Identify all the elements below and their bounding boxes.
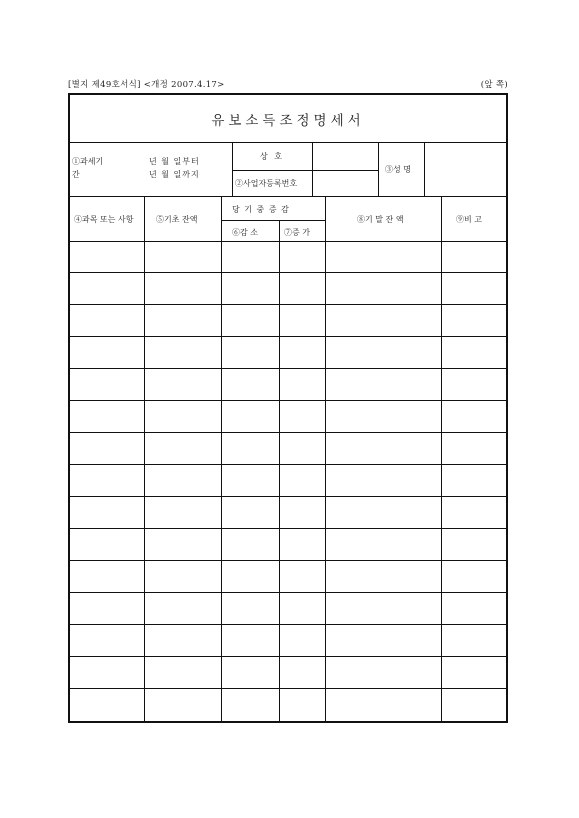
cell-remarks[interactable] bbox=[441, 369, 506, 400]
cell-increase[interactable] bbox=[279, 433, 325, 464]
cell-decrease[interactable] bbox=[221, 241, 279, 272]
column-change-group: 당 기 중 증 감 bbox=[232, 205, 290, 214]
cell-item[interactable] bbox=[70, 305, 144, 336]
company-name-field[interactable] bbox=[313, 144, 377, 169]
table-row bbox=[70, 337, 506, 369]
cell-increase[interactable] bbox=[279, 305, 325, 336]
cell-remarks[interactable] bbox=[441, 657, 506, 688]
column-item: ④과목 또는 사항 bbox=[74, 215, 134, 224]
business-registration-label: ②사업자등록번호 bbox=[235, 179, 298, 188]
cell-opening-balance[interactable] bbox=[144, 241, 221, 272]
tax-period-label-cont: 간 bbox=[72, 170, 80, 179]
cell-remarks[interactable] bbox=[441, 529, 506, 560]
cell-remarks[interactable] bbox=[441, 689, 506, 720]
cell-opening-balance[interactable] bbox=[144, 369, 221, 400]
cell-closing-balance[interactable] bbox=[325, 433, 441, 464]
table-row bbox=[70, 369, 506, 401]
table-row bbox=[70, 497, 506, 529]
cell-closing-balance[interactable] bbox=[325, 273, 441, 304]
name-field[interactable] bbox=[425, 144, 505, 195]
cell-remarks[interactable] bbox=[441, 433, 506, 464]
cell-decrease[interactable] bbox=[221, 273, 279, 304]
cell-decrease[interactable] bbox=[221, 337, 279, 368]
cell-item[interactable] bbox=[70, 241, 144, 272]
cell-closing-balance[interactable] bbox=[325, 241, 441, 272]
business-registration-field[interactable] bbox=[313, 171, 377, 195]
retained-income-adjustment-form bbox=[68, 93, 508, 723]
table-row bbox=[70, 689, 506, 721]
column-decrease: ⑥감 소 bbox=[232, 228, 258, 237]
table-row bbox=[70, 529, 506, 561]
cell-remarks[interactable] bbox=[441, 625, 506, 656]
table-row bbox=[70, 241, 506, 273]
cell-opening-balance[interactable] bbox=[144, 657, 221, 688]
table-row bbox=[70, 401, 506, 433]
cell-increase[interactable] bbox=[279, 401, 325, 432]
table-row bbox=[70, 273, 506, 305]
cell-closing-balance[interactable] bbox=[325, 465, 441, 496]
cell-item[interactable] bbox=[70, 465, 144, 496]
cell-closing-balance[interactable] bbox=[325, 401, 441, 432]
cell-decrease[interactable] bbox=[221, 369, 279, 400]
cell-item[interactable] bbox=[70, 657, 144, 688]
page-side-label: (앞 쪽) bbox=[480, 80, 508, 90]
cell-closing-balance[interactable] bbox=[325, 561, 441, 592]
cell-opening-balance[interactable] bbox=[144, 689, 221, 720]
table-row bbox=[70, 593, 506, 625]
cell-item[interactable] bbox=[70, 433, 144, 464]
cell-item[interactable] bbox=[70, 625, 144, 656]
cell-remarks[interactable] bbox=[441, 273, 506, 304]
cell-decrease[interactable] bbox=[221, 497, 279, 528]
cell-closing-balance[interactable] bbox=[325, 689, 441, 720]
cell-increase[interactable] bbox=[279, 529, 325, 560]
cell-opening-balance[interactable] bbox=[144, 273, 221, 304]
cell-increase[interactable] bbox=[279, 625, 325, 656]
cell-remarks[interactable] bbox=[441, 465, 506, 496]
table-row bbox=[70, 465, 506, 497]
cell-item[interactable] bbox=[70, 529, 144, 560]
cell-item[interactable] bbox=[70, 497, 144, 528]
table-row bbox=[70, 433, 506, 465]
cell-opening-balance[interactable] bbox=[144, 625, 221, 656]
cell-closing-balance[interactable] bbox=[325, 305, 441, 336]
cell-opening-balance[interactable] bbox=[144, 465, 221, 496]
period-to: 년 월 일까지 bbox=[149, 170, 200, 179]
table-row bbox=[70, 305, 506, 337]
column-closing-balance: ⑧기 말 잔 액 bbox=[357, 215, 404, 224]
cell-closing-balance[interactable] bbox=[325, 625, 441, 656]
cell-remarks[interactable] bbox=[441, 337, 506, 368]
cell-item[interactable] bbox=[70, 273, 144, 304]
cell-remarks[interactable] bbox=[441, 305, 506, 336]
cell-decrease[interactable] bbox=[221, 305, 279, 336]
cell-decrease[interactable] bbox=[221, 625, 279, 656]
cell-opening-balance[interactable] bbox=[144, 497, 221, 528]
period-from: 년 월 일부터 bbox=[149, 157, 200, 166]
cell-increase[interactable] bbox=[279, 593, 325, 624]
cell-opening-balance[interactable] bbox=[144, 401, 221, 432]
cell-item[interactable] bbox=[70, 369, 144, 400]
column-increase: ⑦증 가 bbox=[284, 228, 310, 237]
cell-increase[interactable] bbox=[279, 369, 325, 400]
table-row bbox=[70, 561, 506, 593]
cell-decrease[interactable] bbox=[221, 465, 279, 496]
cell-decrease[interactable] bbox=[221, 529, 279, 560]
cell-item[interactable] bbox=[70, 593, 144, 624]
name-label: ③성 명 bbox=[385, 165, 411, 174]
cell-item[interactable] bbox=[70, 401, 144, 432]
cell-opening-balance[interactable] bbox=[144, 337, 221, 368]
form-reference: [별지 제49호서식] <개정 2007.4.17> bbox=[68, 80, 225, 90]
cell-increase[interactable] bbox=[279, 273, 325, 304]
cell-closing-balance[interactable] bbox=[325, 337, 441, 368]
cell-closing-balance[interactable] bbox=[325, 593, 441, 624]
cell-remarks[interactable] bbox=[441, 561, 506, 592]
cell-remarks[interactable] bbox=[441, 241, 506, 272]
tax-period-label: ①과세기 bbox=[72, 157, 104, 166]
cell-remarks[interactable] bbox=[441, 401, 506, 432]
cell-opening-balance[interactable] bbox=[144, 433, 221, 464]
cell-increase[interactable] bbox=[279, 561, 325, 592]
table-row bbox=[70, 625, 506, 657]
cell-item[interactable] bbox=[70, 689, 144, 720]
cell-decrease[interactable] bbox=[221, 401, 279, 432]
cell-closing-balance[interactable] bbox=[325, 529, 441, 560]
cell-opening-balance[interactable] bbox=[144, 529, 221, 560]
cell-decrease[interactable] bbox=[221, 689, 279, 720]
column-opening-balance: ⑤기초 잔액 bbox=[156, 215, 198, 224]
table-row bbox=[70, 657, 506, 689]
cell-closing-balance[interactable] bbox=[325, 657, 441, 688]
cell-closing-balance[interactable] bbox=[325, 369, 441, 400]
cell-increase[interactable] bbox=[279, 241, 325, 272]
cell-increase[interactable] bbox=[279, 657, 325, 688]
cell-decrease[interactable] bbox=[221, 561, 279, 592]
cell-decrease[interactable] bbox=[221, 593, 279, 624]
cell-increase[interactable] bbox=[279, 689, 325, 720]
form-title: 유보소득조정명세서 bbox=[70, 95, 506, 143]
cell-remarks[interactable] bbox=[441, 593, 506, 624]
cell-opening-balance[interactable] bbox=[144, 593, 221, 624]
cell-closing-balance[interactable] bbox=[325, 497, 441, 528]
cell-item[interactable] bbox=[70, 337, 144, 368]
cell-increase[interactable] bbox=[279, 465, 325, 496]
cell-decrease[interactable] bbox=[221, 433, 279, 464]
company-name-label: 상 호 bbox=[260, 152, 284, 161]
cell-decrease[interactable] bbox=[221, 657, 279, 688]
column-remarks: ⑨비 고 bbox=[456, 215, 482, 224]
cell-opening-balance[interactable] bbox=[144, 561, 221, 592]
cell-increase[interactable] bbox=[279, 337, 325, 368]
cell-remarks[interactable] bbox=[441, 497, 506, 528]
cell-increase[interactable] bbox=[279, 497, 325, 528]
cell-item[interactable] bbox=[70, 561, 144, 592]
form-header bbox=[68, 78, 508, 90]
cell-opening-balance[interactable] bbox=[144, 305, 221, 336]
